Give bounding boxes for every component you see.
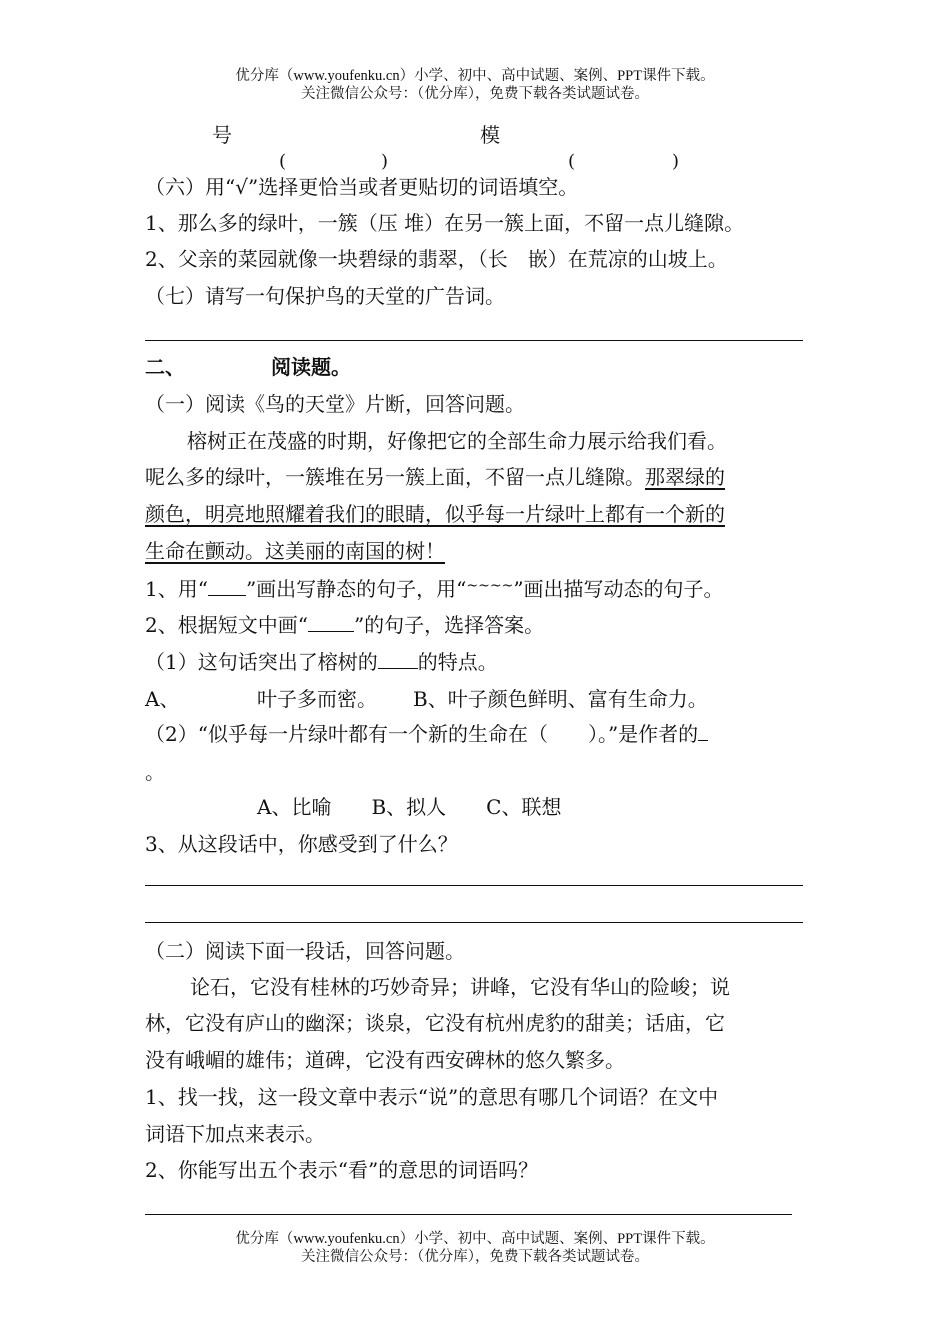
q1-text-a: 1、用“ bbox=[145, 577, 208, 601]
passage-two-question-2: 2、你能写出五个表示“看”的意思的词语吗？ bbox=[145, 1158, 539, 1182]
passage-one-question-3: 3、从这段话中，你感受到了什么？ bbox=[145, 832, 458, 856]
fragment-paren-left-open: ( bbox=[279, 151, 287, 172]
passage-one-question-1 bbox=[145, 574, 724, 607]
footer-line-1: 优分库（www.youfenku.cn）小学、初中、高中试题、案例、PPT课件下载。 bbox=[235, 1231, 715, 1247]
q2-1-text-a: （1）这句话突出了榕树的 bbox=[145, 650, 378, 674]
question-six-item-2: 2、父亲的菜园就像一块碧绿的翡翠，（长 嵌）在荒凉的山坡上。 bbox=[145, 247, 728, 271]
fragment-paren-right-close: ) bbox=[672, 151, 680, 172]
answer-line-q3-2[interactable] bbox=[145, 922, 803, 923]
q1-straight-line-sample bbox=[208, 577, 246, 596]
q2-text-b: ”的句子，选择答案。 bbox=[353, 613, 545, 637]
question-2-1-option-a-label: A、 bbox=[145, 687, 180, 711]
q1-wavy-line-sample: ~~~~ bbox=[466, 578, 514, 594]
q2-text-a: 2、根据短文中画“ bbox=[145, 613, 308, 637]
passage-one-line-2 bbox=[145, 462, 725, 492]
fragment-paren-left-close: ) bbox=[381, 151, 389, 172]
passage-two-line-3: 没有峨嵋的雄伟；道碑，它没有西安碑林的悠久繁多。 bbox=[145, 1048, 625, 1072]
q2-1-fill-blank[interactable] bbox=[378, 650, 418, 669]
passage-two-title: （二）阅读下面一段话，回答问题。 bbox=[145, 939, 465, 963]
header-line-2: 关注微信公众号：（优分库），免费下载各类试题试卷。 bbox=[301, 86, 649, 102]
section-two-title: 阅读题。 bbox=[271, 355, 351, 379]
question-2-2-end: 。 bbox=[145, 760, 165, 784]
passage-one-line-2-plain: 呢么多的绿叶，一簇堆在另一簇上面，不留一点儿缝隙。 bbox=[145, 465, 645, 489]
answer-line-q3-1[interactable] bbox=[145, 885, 803, 886]
question-six-item-1: 1、那么多的绿叶，一簇（压 堆）在另一簇上面，不留一点儿缝隙。 bbox=[145, 211, 745, 235]
fragment-char-left: 号 bbox=[212, 123, 232, 147]
q2-1-text-b: 的特点。 bbox=[417, 650, 498, 674]
answer-line-seven[interactable] bbox=[145, 340, 803, 341]
question-2-1 bbox=[145, 647, 498, 677]
footer-line-2: 关注微信公众号：（优分库），免费下载各类试题试卷。 bbox=[301, 1249, 649, 1265]
question-2-2 bbox=[145, 719, 708, 749]
passage-two-question-1-line-1: 1、找一找，这一段文章中表示“说”的意思有哪几个词语？在文中 bbox=[145, 1085, 719, 1109]
question-2-1-option-a: 叶子多而密。 bbox=[257, 687, 377, 711]
q2-2-fill-blank[interactable] bbox=[698, 722, 708, 741]
q2-line-sample bbox=[308, 613, 354, 632]
fragment-char-right: 模 bbox=[480, 123, 500, 147]
passage-one-question-2 bbox=[145, 610, 544, 640]
passage-one-underlined-start: 那翠绿的 bbox=[645, 465, 725, 489]
section-two-number: 二、 bbox=[145, 355, 185, 379]
answer-line-p2-q2[interactable] bbox=[145, 1214, 792, 1215]
passage-one-line-3: 颜色，明亮地照耀着我们的眼睛，似乎每一片绿叶上都有一个新的 bbox=[145, 502, 725, 526]
q1-text-c: ”画出描写动态的句子。 bbox=[513, 577, 724, 601]
passage-two-line-1: 论石，它没有桂林的巧妙奇异；讲峰，它没有华山的险峻；说 bbox=[190, 975, 730, 999]
passage-one-line-4: 生命在颤动。这美丽的南国的树！ bbox=[145, 539, 445, 563]
question-six-title: （六）用“√”选择更恰当或者更贴切的词语填空。 bbox=[145, 175, 579, 199]
question-seven-title: （七）请写一句保护鸟的天堂的广告词。 bbox=[145, 284, 505, 308]
question-2-2-options: A、比喻 B、拟人 C、联想 bbox=[257, 795, 562, 819]
header-line-1: 优分库（www.youfenku.cn）小学、初中、高中试题、案例、PPT课件下载。 bbox=[235, 68, 715, 84]
q2-2-text: （2）“似乎每一片绿叶都有一个新的生命在（ ）。”是作者的 bbox=[145, 722, 699, 746]
q1-text-b: ”画出写静态的句子，用“ bbox=[245, 577, 467, 601]
passage-one-line-1: 榕树正在茂盛的时期，好像把它的全部生命力展示给我们看。 bbox=[187, 429, 727, 453]
passage-two-line-2: 林，它没有庐山的幽深；谈泉，它没有杭州虎豹的甜美；话庙，它 bbox=[145, 1011, 725, 1035]
passage-two-question-1-line-2: 词语下加点来表示。 bbox=[145, 1122, 325, 1146]
question-2-1-option-b: B、叶子颜色鲜明、富有生命力。 bbox=[413, 687, 708, 711]
passage-one-title: （一）阅读《鸟的天堂》片断，回答问题。 bbox=[145, 392, 525, 416]
fragment-paren-right-open: ( bbox=[568, 151, 576, 172]
